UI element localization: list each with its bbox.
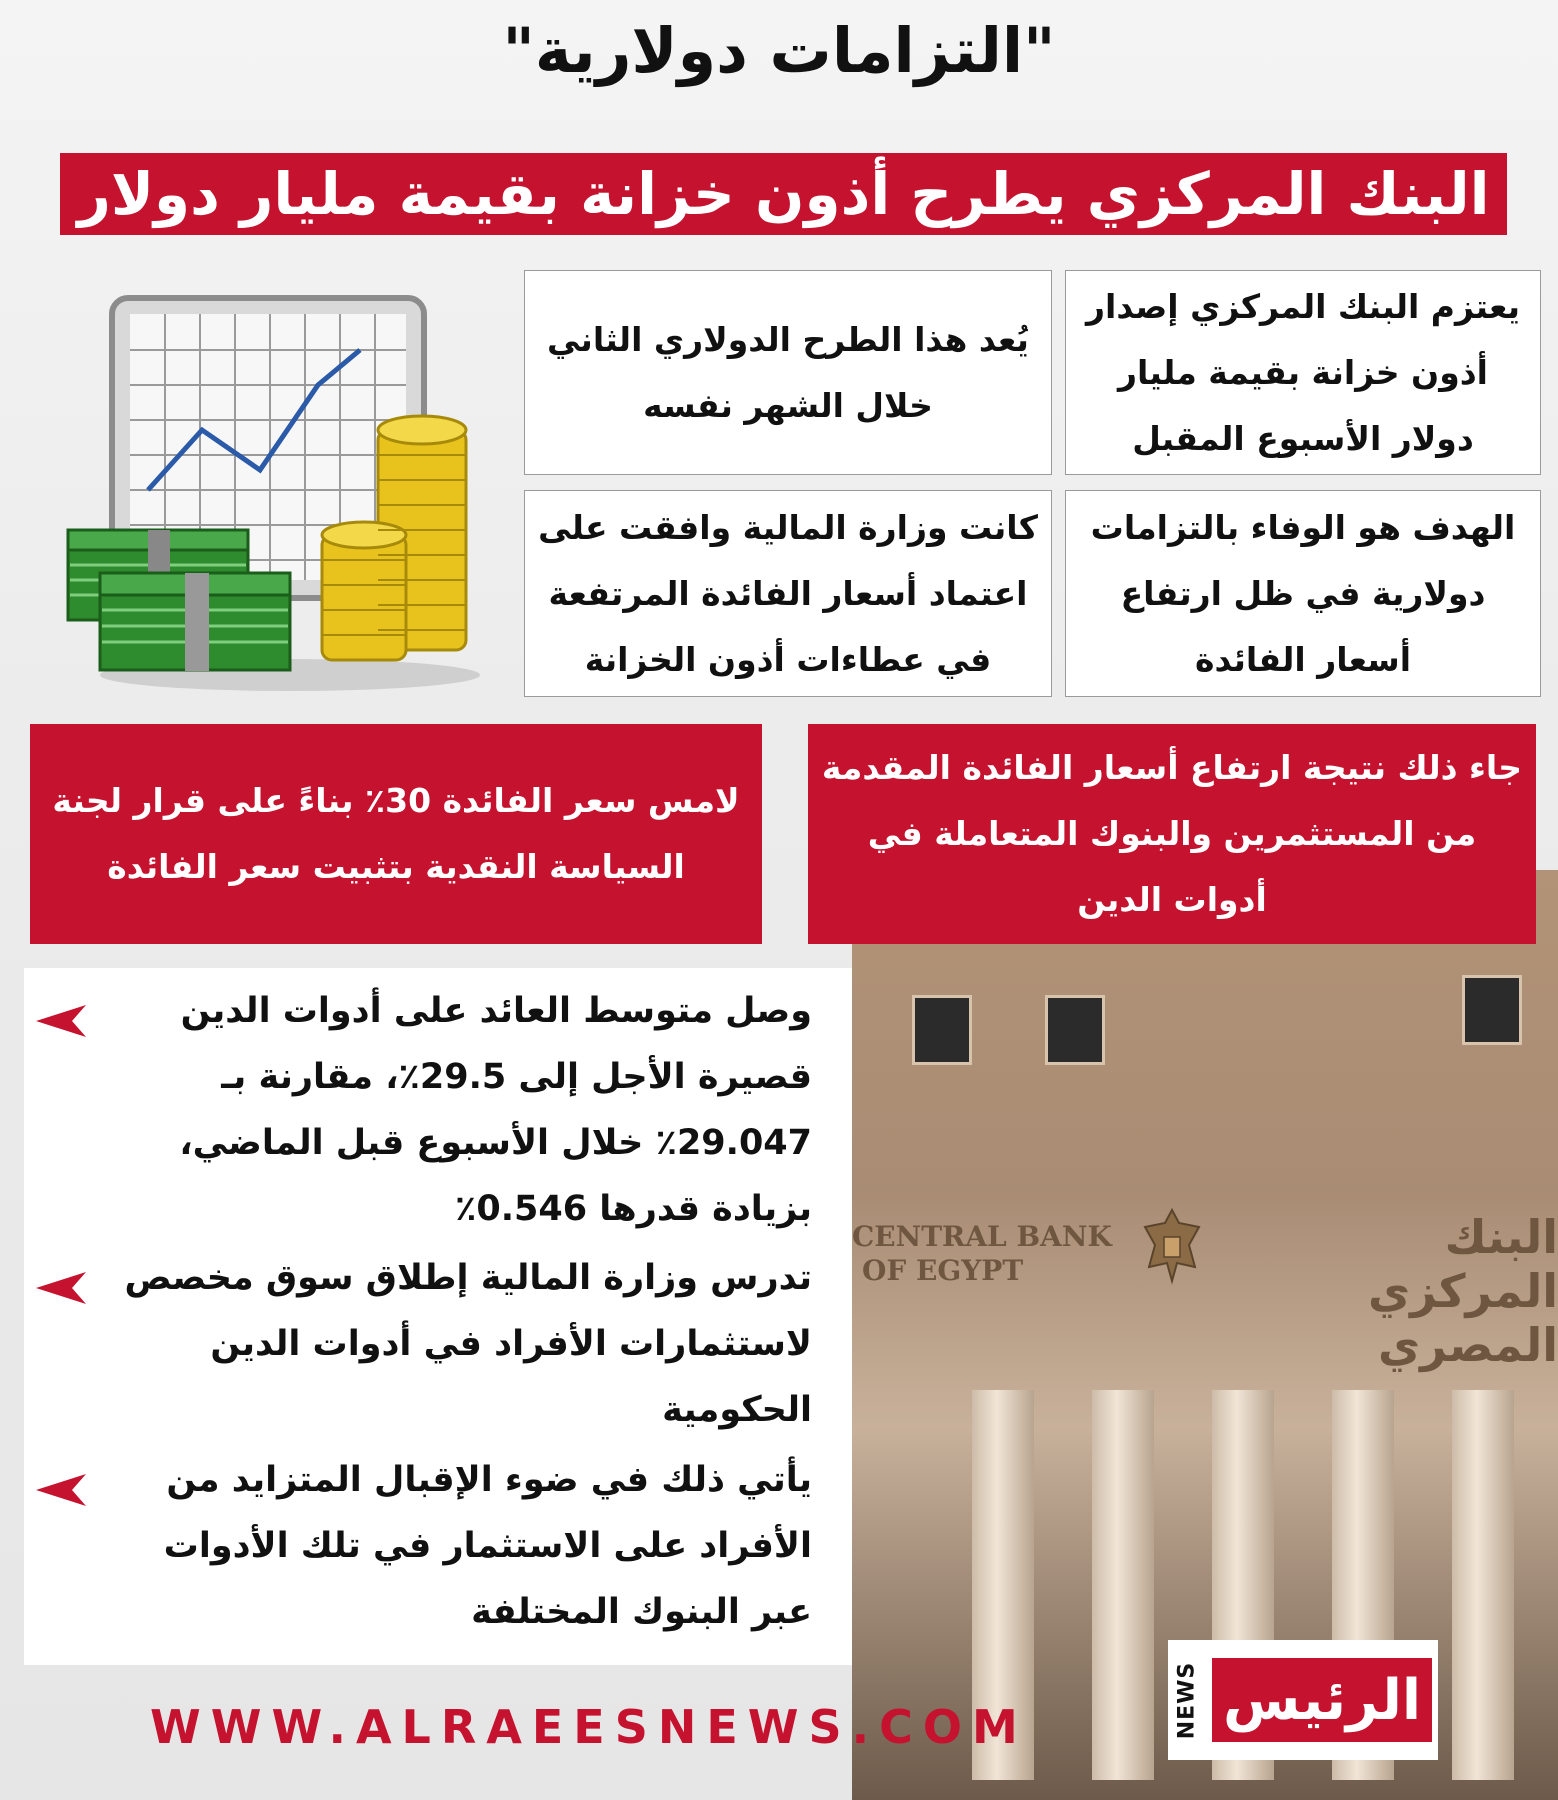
bullet-item-1: وصل متوسط العائد على أدوات الدين قصيرة الأجل إلى 29.5٪، مقارنة بـ 29.047٪ خلال الأسبوع قبل الماضي، بزيادة قدرها 0.546٪ (179, 991, 812, 1229)
logo-arabic-wordmark: الرئيس (1212, 1658, 1432, 1742)
chart-money-illustration (60, 280, 480, 700)
bank-sign-english (852, 1220, 1112, 1288)
bullet-list-panel (24, 968, 852, 1665)
building-window (1045, 995, 1105, 1065)
alraees-logo (1168, 1640, 1438, 1760)
headline-text: البنك المركزي يطرح أذون خزانة بقيمة مليار دولار (77, 160, 1490, 228)
building-column (1452, 1390, 1514, 1780)
building-window (1462, 975, 1522, 1045)
red-box-left: لامس سعر الفائدة 30٪ بناءً على قرار لجنة السياسة النقدية بتثبيت سعر الفائدة (30, 724, 762, 944)
bank-sign-english-line2: OF EGYPT (862, 1254, 1024, 1287)
bank-sign-arabic: البنك المركزي المصري (1367, 1210, 1558, 1372)
page-title: "التزامات دولارية" (502, 14, 1056, 87)
red-arrow-bullet-icon (32, 1268, 88, 1308)
info-box-bottom-left: كانت وزارة المالية وافقت على اعتماد أسعار الفائدة المرتفعة في عطاءات أذون الخزانة (524, 490, 1052, 697)
info-box-top-right: يعتزم البنك المركزي إصدار أذون خزانة بقيمة مليار دولار الأسبوع المقبل (1065, 270, 1541, 475)
bullet-item-3: يأتي ذلك في ضوء الإقبال المتزايد من الأفراد على الاستثمار في تلك الأدوات عبر البنوك المختلفة (163, 1460, 812, 1632)
bank-sign-english-line1: CENTRAL BANK (852, 1220, 1112, 1253)
bullet-item-2: تدرس وزارة المالية إطلاق سوق مخصص لاستثمارات الأفراد في أدوات الدين الحكومية (124, 1258, 812, 1430)
red-arrow-bullet-icon (32, 1001, 88, 1041)
eagle-emblem-icon (1137, 1205, 1207, 1285)
headline-banner (60, 153, 1507, 235)
logo-news-text: NEWS (1174, 1661, 1200, 1739)
website-url: WWW.ALRAEESNEWS.COM (150, 1700, 1028, 1754)
red-arrow-bullet-icon (32, 1470, 88, 1510)
building-column (1092, 1390, 1154, 1780)
info-box-bottom-right: الهدف هو الوفاء بالتزامات دولارية في ظل ارتفاع أسعار الفائدة (1065, 490, 1541, 697)
logo-news-label (1168, 1640, 1206, 1760)
red-box-right: جاء ذلك نتيجة ارتفاع أسعار الفائدة المقدمة من المستثمرين والبنوك المتعاملة في أدوات الدين (808, 724, 1536, 944)
building-window (912, 995, 972, 1065)
info-box-top-left: يُعد هذا الطرح الدولاري الثاني خلال الشهر نفسه (524, 270, 1052, 475)
